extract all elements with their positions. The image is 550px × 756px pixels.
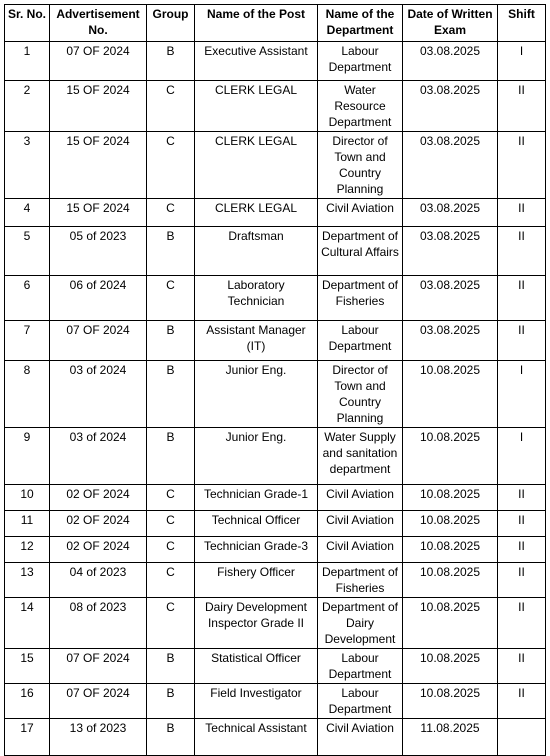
table-row [5, 719, 546, 756]
header-post-name: Name of the Post [195, 5, 318, 42]
cell-department: Department of Cultural Affairs [318, 227, 403, 276]
cell-post-name: Technical Assistant [195, 719, 318, 756]
cell-group: C [147, 485, 195, 511]
cell-group: B [147, 42, 195, 81]
cell-post-name: Executive Assistant [195, 42, 318, 81]
cell-sr-no: 3 [5, 132, 50, 199]
cell-exam-date: 03.08.2025 [403, 42, 498, 81]
cell-exam-date: 10.08.2025 [403, 649, 498, 684]
table-row [5, 649, 546, 684]
cell-department: Labour Department [318, 684, 403, 719]
cell-post-name: Junior Eng. [195, 428, 318, 485]
cell-exam-date: 03.08.2025 [403, 199, 498, 227]
cell-advertisement-no: 03 of 2024 [50, 361, 147, 428]
cell-post-name: CLERK LEGAL [195, 81, 318, 132]
table-row [5, 132, 546, 199]
table-row [5, 537, 546, 563]
cell-advertisement-no: 13 of 2023 [50, 719, 147, 756]
cell-department: Civil Aviation [318, 719, 403, 756]
cell-sr-no: 10 [5, 485, 50, 511]
table-body [5, 42, 546, 756]
header-shift: Shift [498, 5, 546, 42]
cell-sr-no: 13 [5, 563, 50, 598]
table-row [5, 361, 546, 428]
cell-shift: II [498, 81, 546, 132]
cell-advertisement-no: 04 of 2023 [50, 563, 147, 598]
table-row [5, 199, 546, 227]
cell-exam-date: 10.08.2025 [403, 485, 498, 511]
cell-department: Civil Aviation [318, 199, 403, 227]
table-row [5, 428, 546, 485]
cell-exam-date: 10.08.2025 [403, 361, 498, 428]
cell-shift: II [498, 598, 546, 649]
exam-schedule-table [4, 4, 546, 756]
cell-department: Water Supply and sanitation department [318, 428, 403, 485]
cell-group: B [147, 361, 195, 428]
cell-sr-no: 4 [5, 199, 50, 227]
cell-department: Civil Aviation [318, 511, 403, 537]
cell-department: Director of Town and Country Planning [318, 132, 403, 199]
cell-shift: II [498, 563, 546, 598]
header-exam-date: Date of Written Exam [403, 5, 498, 42]
cell-shift: II [498, 537, 546, 563]
cell-post-name: Dairy Development Inspector Grade II [195, 598, 318, 649]
cell-shift: I [498, 361, 546, 428]
cell-group: C [147, 81, 195, 132]
cell-advertisement-no: 15 OF 2024 [50, 199, 147, 227]
cell-department: Department of Fisheries [318, 563, 403, 598]
header-advertisement-no: Advertisement No. [50, 5, 147, 42]
cell-post-name: Technician Grade-1 [195, 485, 318, 511]
cell-advertisement-no: 07 OF 2024 [50, 321, 147, 361]
cell-department: Labour Department [318, 42, 403, 81]
cell-sr-no: 14 [5, 598, 50, 649]
cell-advertisement-no: 02 OF 2024 [50, 537, 147, 563]
cell-exam-date: 03.08.2025 [403, 227, 498, 276]
header-group: Group [147, 5, 195, 42]
cell-sr-no: 16 [5, 684, 50, 719]
cell-exam-date: 10.08.2025 [403, 684, 498, 719]
cell-group: B [147, 719, 195, 756]
cell-shift: II [498, 199, 546, 227]
cell-advertisement-no: 07 OF 2024 [50, 684, 147, 719]
cell-sr-no: 2 [5, 81, 50, 132]
cell-post-name: Technician Grade-3 [195, 537, 318, 563]
cell-department: Labour Department [318, 321, 403, 361]
cell-shift: II [498, 485, 546, 511]
cell-sr-no: 6 [5, 276, 50, 321]
cell-sr-no: 17 [5, 719, 50, 756]
cell-department: Director of Town and Country Planning [318, 361, 403, 428]
cell-sr-no: 15 [5, 649, 50, 684]
cell-shift: I [498, 428, 546, 485]
cell-post-name: Draftsman [195, 227, 318, 276]
table-row [5, 81, 546, 132]
cell-post-name: Field Investigator [195, 684, 318, 719]
cell-sr-no: 5 [5, 227, 50, 276]
table-row [5, 321, 546, 361]
cell-sr-no: 7 [5, 321, 50, 361]
table-row [5, 485, 546, 511]
cell-advertisement-no: 03 of 2024 [50, 428, 147, 485]
table-row [5, 684, 546, 719]
cell-department: Water Resource Department [318, 81, 403, 132]
table-row [5, 276, 546, 321]
cell-shift: II [498, 649, 546, 684]
cell-department: Department of Dairy Development [318, 598, 403, 649]
cell-sr-no: 1 [5, 42, 50, 81]
cell-sr-no: 9 [5, 428, 50, 485]
cell-shift: I [498, 42, 546, 81]
cell-advertisement-no: 15 OF 2024 [50, 81, 147, 132]
table-row [5, 511, 546, 537]
cell-shift: II [498, 227, 546, 276]
cell-exam-date: 10.08.2025 [403, 598, 498, 649]
cell-group: C [147, 276, 195, 321]
cell-exam-date: 03.08.2025 [403, 81, 498, 132]
cell-advertisement-no: 06 of 2024 [50, 276, 147, 321]
cell-shift: II [498, 321, 546, 361]
cell-post-name: Laboratory Technician [195, 276, 318, 321]
table-row [5, 563, 546, 598]
cell-department: Civil Aviation [318, 537, 403, 563]
cell-post-name: Assistant Manager (IT) [195, 321, 318, 361]
header-sr-no: Sr. No. [5, 5, 50, 42]
cell-exam-date: 03.08.2025 [403, 132, 498, 199]
cell-group: C [147, 199, 195, 227]
cell-post-name: Statistical Officer [195, 649, 318, 684]
cell-group: C [147, 132, 195, 199]
cell-sr-no: 8 [5, 361, 50, 428]
cell-post-name: Technical Officer [195, 511, 318, 537]
cell-group: C [147, 563, 195, 598]
cell-advertisement-no: 07 OF 2024 [50, 42, 147, 81]
cell-group: C [147, 598, 195, 649]
cell-advertisement-no: 02 OF 2024 [50, 511, 147, 537]
cell-advertisement-no: 07 OF 2024 [50, 649, 147, 684]
table-row [5, 227, 546, 276]
header-department: Name of the Department [318, 5, 403, 42]
cell-sr-no: 11 [5, 511, 50, 537]
cell-post-name: Fishery Officer [195, 563, 318, 598]
cell-advertisement-no: 08 of 2023 [50, 598, 147, 649]
cell-shift [498, 719, 546, 756]
cell-exam-date: 11.08.2025 [403, 719, 498, 756]
cell-exam-date: 10.08.2025 [403, 563, 498, 598]
cell-exam-date: 10.08.2025 [403, 537, 498, 563]
cell-advertisement-no: 15 OF 2024 [50, 132, 147, 199]
cell-group: B [147, 227, 195, 276]
cell-shift: II [498, 511, 546, 537]
cell-shift: II [498, 684, 546, 719]
cell-exam-date: 03.08.2025 [403, 276, 498, 321]
table-row [5, 598, 546, 649]
cell-group: B [147, 321, 195, 361]
cell-department: Civil Aviation [318, 485, 403, 511]
cell-post-name: Junior Eng. [195, 361, 318, 428]
cell-shift: II [498, 276, 546, 321]
cell-post-name: CLERK LEGAL [195, 199, 318, 227]
cell-advertisement-no: 02 OF 2024 [50, 485, 147, 511]
cell-group: B [147, 428, 195, 485]
cell-department: Labour Department [318, 649, 403, 684]
table-row [5, 42, 546, 81]
cell-exam-date: 10.08.2025 [403, 428, 498, 485]
cell-department: Department of Fisheries [318, 276, 403, 321]
cell-exam-date: 03.08.2025 [403, 321, 498, 361]
cell-group: B [147, 649, 195, 684]
cell-group: C [147, 511, 195, 537]
cell-advertisement-no: 05 of 2023 [50, 227, 147, 276]
cell-shift: II [498, 132, 546, 199]
header-row [5, 5, 546, 42]
cell-group: B [147, 684, 195, 719]
cell-sr-no: 12 [5, 537, 50, 563]
cell-group: C [147, 537, 195, 563]
exam-schedule [4, 4, 546, 756]
cell-post-name: CLERK LEGAL [195, 132, 318, 199]
cell-exam-date: 10.08.2025 [403, 511, 498, 537]
